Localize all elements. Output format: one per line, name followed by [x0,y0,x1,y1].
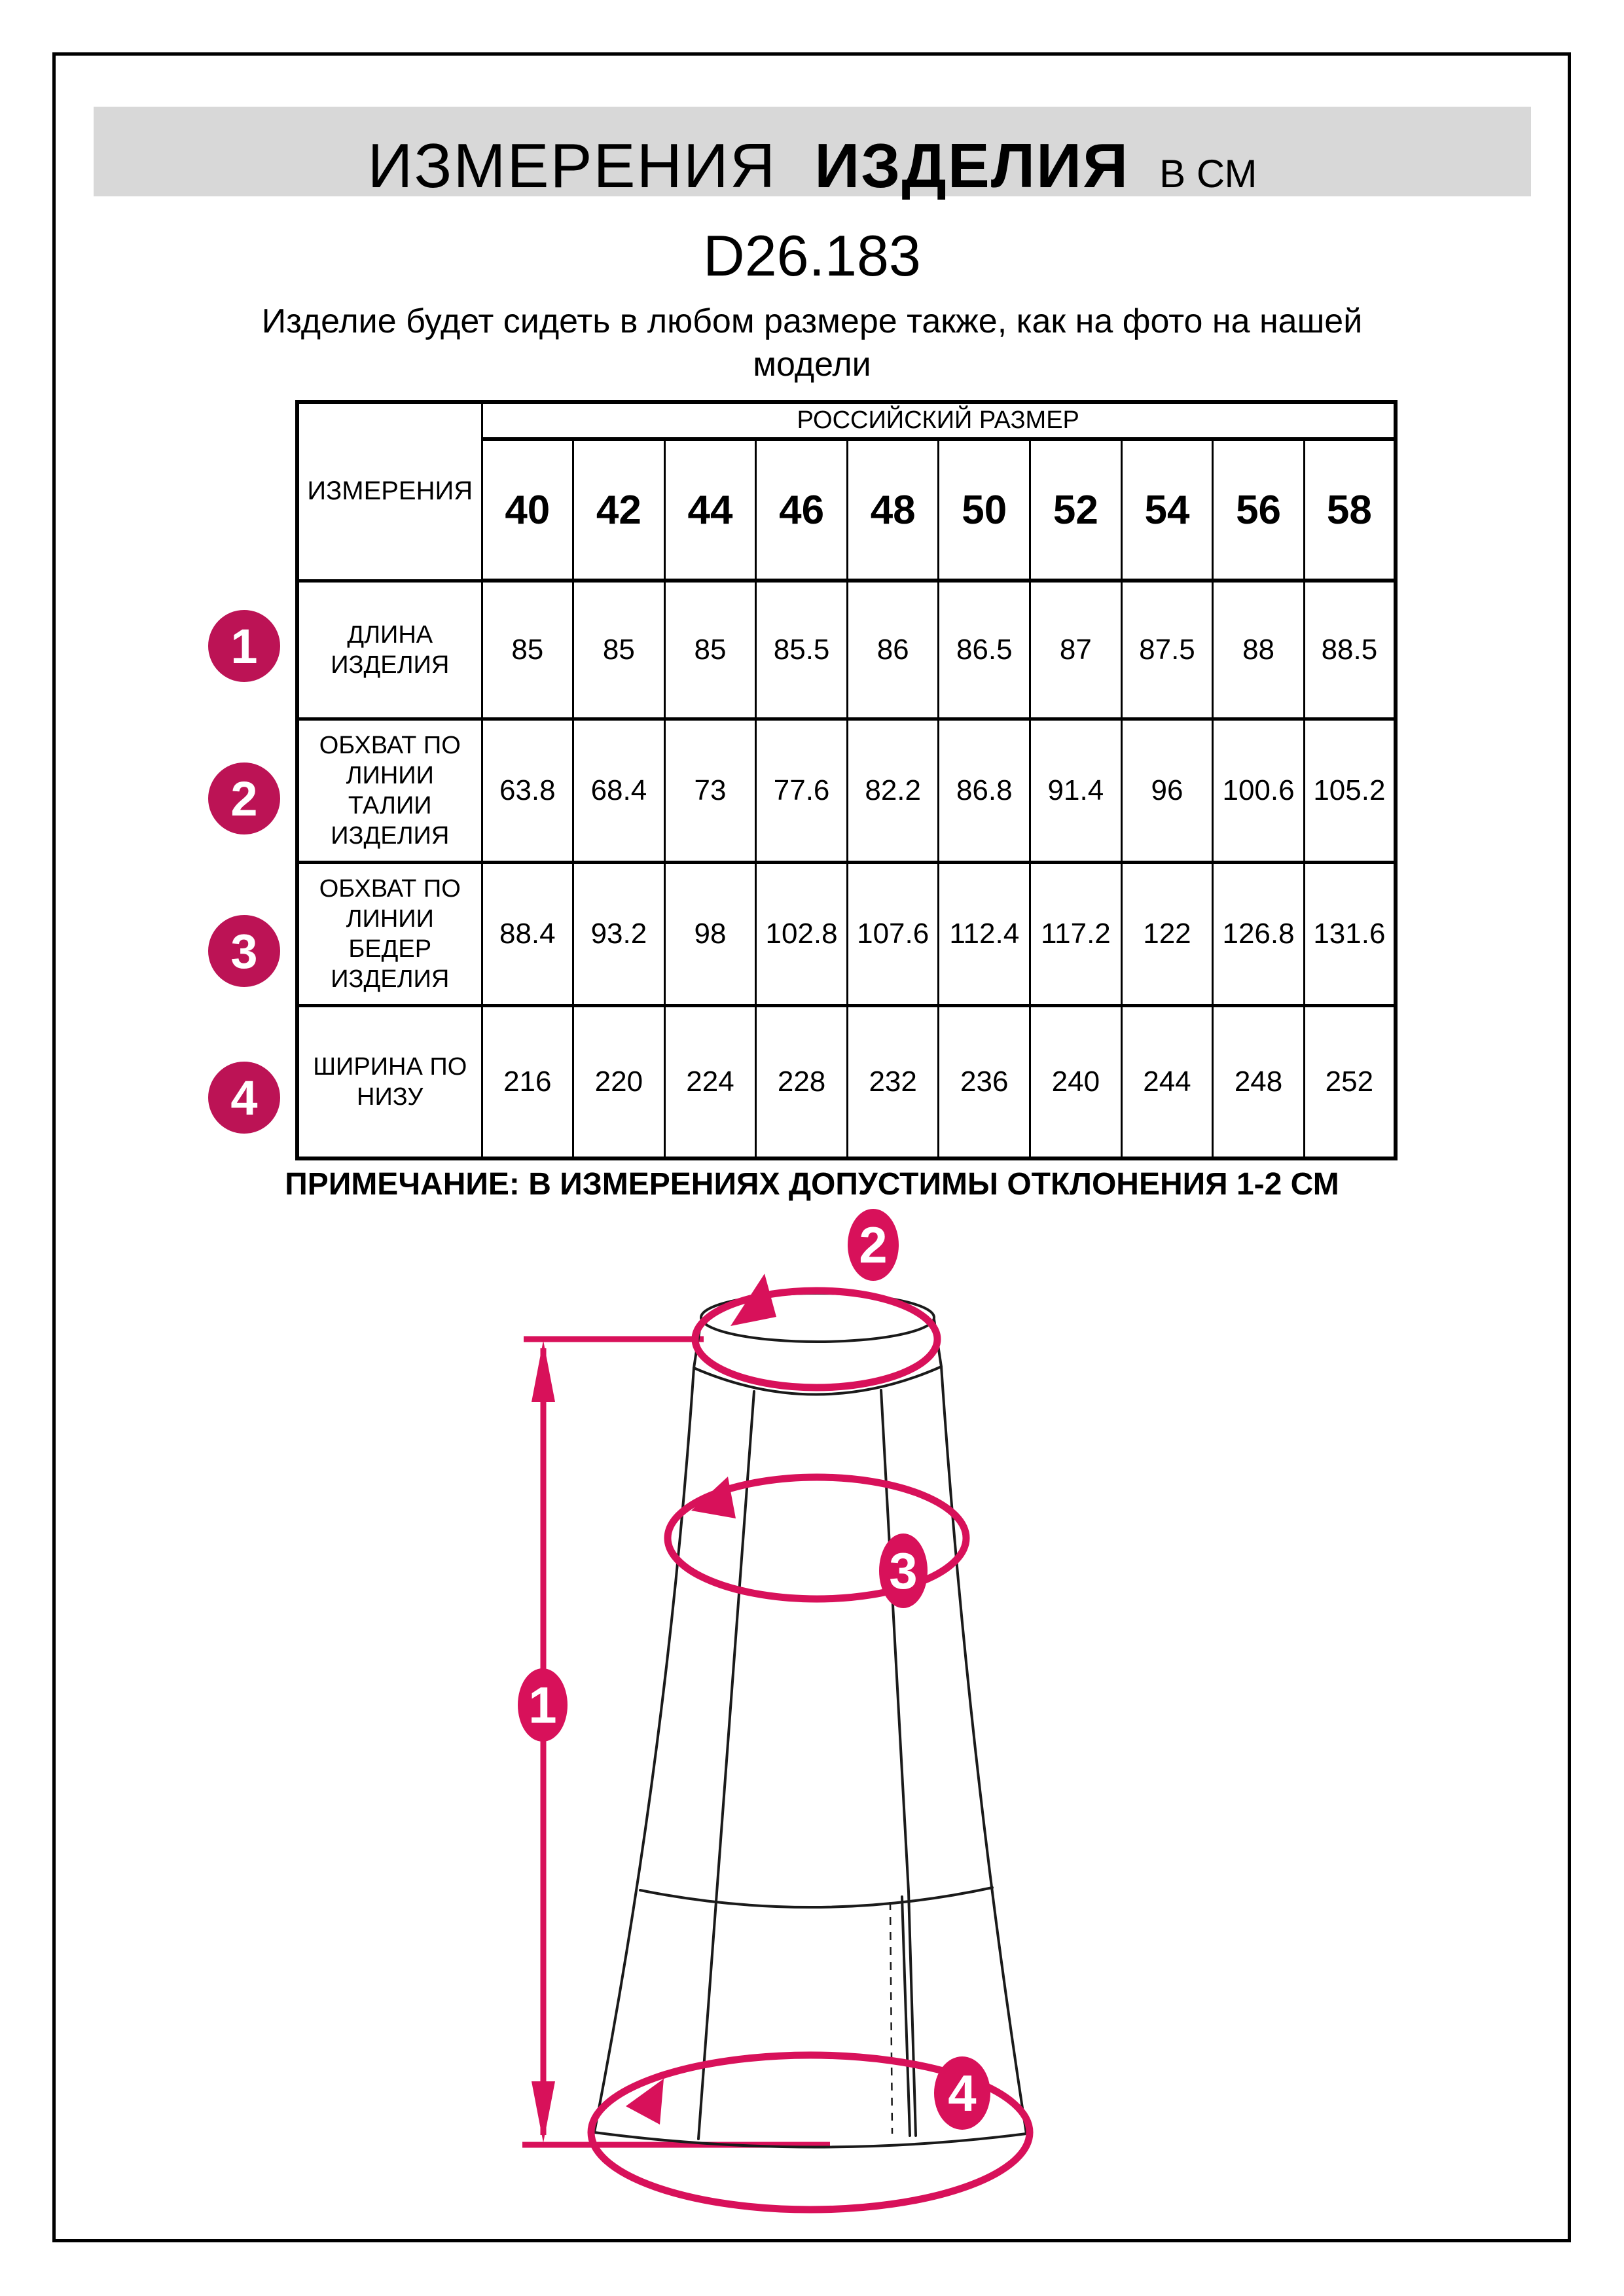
fit-subtitle: Изделие будет сидеть в любом размере также, как на фото на нашей модели [261,302,1363,384]
measure-value: 232 [847,1006,939,1159]
measure-value: 85 [573,581,665,719]
slit-stitch-dashed-line [890,1902,892,2134]
size-column-header-40: 40 [482,439,573,581]
size-column-header-56: 56 [1213,439,1305,581]
table-group-header: РОССИЙСКИЙ РАЗМЕР [482,402,1396,439]
horizontal-panel-seam [640,1888,992,1907]
measure-value: 91.4 [1030,719,1122,863]
measure-value: 107.6 [847,863,939,1006]
measure-value: 224 [664,1006,756,1159]
measure-value: 86.8 [939,719,1030,863]
measure-value: 86.5 [939,581,1030,719]
measure-value: 68.4 [573,719,665,863]
measure-value: 228 [756,1006,848,1159]
measure-value: 85 [482,581,573,719]
row-badge-4-number: 4 [230,1070,258,1125]
measure-value: 117.2 [1030,863,1122,1006]
measure-value: 87.5 [1121,581,1213,719]
measure-value: 85.5 [756,581,848,719]
row-label: ШИРИНА ПО НИЗУ [297,1006,482,1159]
sketch-badge-4-number: 4 [948,2064,977,2122]
row-label: ОБХВАТ ПО ЛИНИИ БЕДЕР ИЗДЕЛИЯ [297,863,482,1006]
measure-value: 102.8 [756,863,848,1006]
measure-value: 131.6 [1304,863,1396,1006]
measure-value: 216 [482,1006,573,1159]
row-badge-1-number: 1 [230,619,258,673]
size-column-header-50: 50 [939,439,1030,581]
sketch-badge-2-number: 2 [859,1216,888,1274]
size-column-header-54: 54 [1121,439,1213,581]
sketch-badge-3-number: 3 [889,1542,918,1600]
size-column-header-58: 58 [1304,439,1396,581]
length-arrow-up-icon [532,1340,555,1402]
size-column-header-44: 44 [664,439,756,581]
row-badge-2-number: 2 [230,771,258,826]
measure-value: 77.6 [756,719,848,863]
measure-value: 112.4 [939,863,1030,1006]
measure-value: 88.4 [482,863,573,1006]
skirt-right-outline [941,1367,1026,2134]
title-word-product: ИЗДЕЛИЯ [814,131,1130,201]
measure-value: 100.6 [1213,719,1305,863]
waist-measure-ellipse [695,1291,937,1388]
measure-value: 88 [1213,581,1305,719]
measure-value: 126.8 [1213,863,1305,1006]
sketch-badge-1-number: 1 [528,1676,557,1734]
measure-value: 96 [1121,719,1213,863]
row-label: ДЛИНА ИЗДЕЛИЯ [297,581,482,719]
size-column-header-46: 46 [756,439,848,581]
row-label: ОБХВАТ ПО ЛИНИИ ТАЛИИ ИЗДЕЛИЯ [297,719,482,863]
measure-value: 240 [1030,1006,1122,1159]
measure-value: 220 [573,1006,665,1159]
measure-value: 244 [1121,1006,1213,1159]
measure-value: 236 [939,1006,1030,1159]
measure-value: 82.2 [847,719,939,863]
skirt-left-outline [594,1368,694,2132]
title-units: В СМ [1159,152,1257,196]
measure-value: 93.2 [573,863,665,1006]
title-word-measurements: ИЗМЕРЕНИЯ [367,131,777,201]
right-panel-seam [881,1390,909,1892]
measure-value: 85 [664,581,756,719]
size-column-header-52: 52 [1030,439,1122,581]
measure-value: 73 [664,719,756,863]
measure-value: 86 [847,581,939,719]
row-badge-3-number: 3 [230,924,258,978]
tolerance-note: ПРИМЕЧАНИЕ: В ИЗМЕРЕНИЯХ ДОПУСТИМЫ ОТКЛОНЕНИЯ 1-2 СМ [285,1167,1339,1202]
size-column-header-42: 42 [573,439,665,581]
measure-value: 122 [1121,863,1213,1006]
size-column-header-48: 48 [847,439,939,581]
measure-value: 105.2 [1304,719,1396,863]
measure-value: 252 [1304,1006,1396,1159]
measure-value: 98 [664,863,756,1006]
measure-value: 248 [1213,1006,1305,1159]
model-number: D26.183 [703,223,921,288]
length-arrow-down-icon [532,2081,555,2143]
measure-value: 88.5 [1304,581,1396,719]
measure-value: 87 [1030,581,1122,719]
table-corner-label: ИЗМЕРЕНИЯ [297,402,482,581]
measure-value: 63.8 [482,719,573,863]
